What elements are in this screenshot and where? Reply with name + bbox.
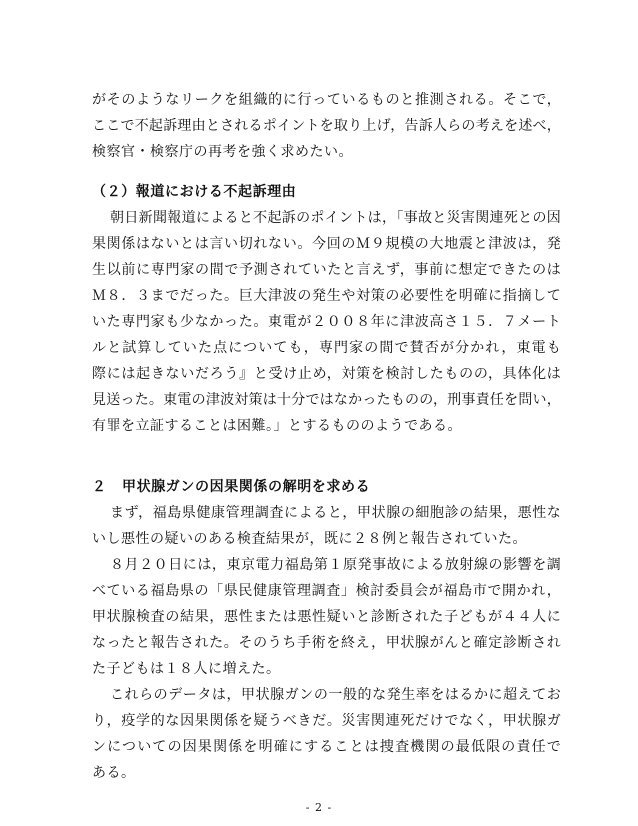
body-line: 朝日新聞報道によると不起訴のポイントは，「事故と災害関連死との因 [110,210,561,226]
body-line: ここで不起訴理由とされるポイントを取り上げ，告訴人らの考えを述べ， [92,118,561,134]
body-line: 有罪を立証することは困難。」とするもののようである。 [92,418,462,434]
body-line: 際には起きないだろう』と受け止め，対策を検討したものの，具体化は [92,366,561,382]
section-number: ２ [92,479,107,495]
body-line: ８月２０日には，東京電力福島第１原発事故による放射線の影響を調 [110,557,561,573]
body-line: り，疫学的な因果関係を疑うべきだ。災害関連死だけでなく，甲状腺ガ [92,713,561,729]
body-line: いし悪性の疑いのある検査結果が，既に２８例と報告されていた。 [92,531,527,547]
body-line: 検察官・検察庁の再考を強く求めたい。 [92,144,353,160]
body-line: ルと試算していた点についても，専門家の間で賛否が分かれ，東電も [92,340,561,356]
body-line: まず，福島県健康管理調査によると，甲状腺の細胞診の結果，悪性な [110,505,561,521]
section-2-heading-block [92,474,561,500]
body-line: がそのようなリークを組織的に行っているものと推測される。そこで， [92,92,561,108]
body-line: これらのデータは，甲状腺ガンの一般的な発生率をはるかに超えてお [110,687,561,703]
body-line: た子どもは１８人に増えた。 [92,661,281,677]
section-title: 甲状腺ガンの因果関係の解明を求める [122,479,371,495]
body-line: いた専門家も少なかった。東電が２００８年に津波高さ１５．７メート [92,314,561,330]
section-2-body [92,500,561,786]
section-2-2-body [92,205,561,439]
body-line: Ｍ８．３までだった。巨大津波の発生や対策の必要性を明確に指摘して [92,288,561,304]
body-line: ある。 [92,765,136,781]
body-line: 見送った。東電の津波対策は十分ではなかったものの，刑事責任を問い， [92,392,561,408]
body-line: 生以前に専門家の間で予測されていたと言えず，事前に想定できたのは [92,262,561,278]
section-2-2-heading-block [92,179,561,205]
page-number: - 2 - [305,801,333,814]
section-heading [92,474,561,500]
section-heading: （２）報道における不起訴理由 [92,184,297,200]
body-line: べている福島県の「県民健康管理調査」検討委員会が福島市で開かれ， [92,583,561,599]
body-line: なったと報告された。そのうち手術を終え，甲状腺がんと確定診断され [92,635,561,651]
body-line: ンについての因果関係を明確にすることは捜査機関の最低限の責任で [92,739,561,755]
body-line: 甲状腺検査の結果，悪性または悪性疑いと診断された子どもが４４人に [92,609,561,625]
body-line: 果関係はないとは言い切れない。今回のＭ９規模の大地震と津波は，発 [92,236,561,252]
intro-paragraph [92,87,561,165]
